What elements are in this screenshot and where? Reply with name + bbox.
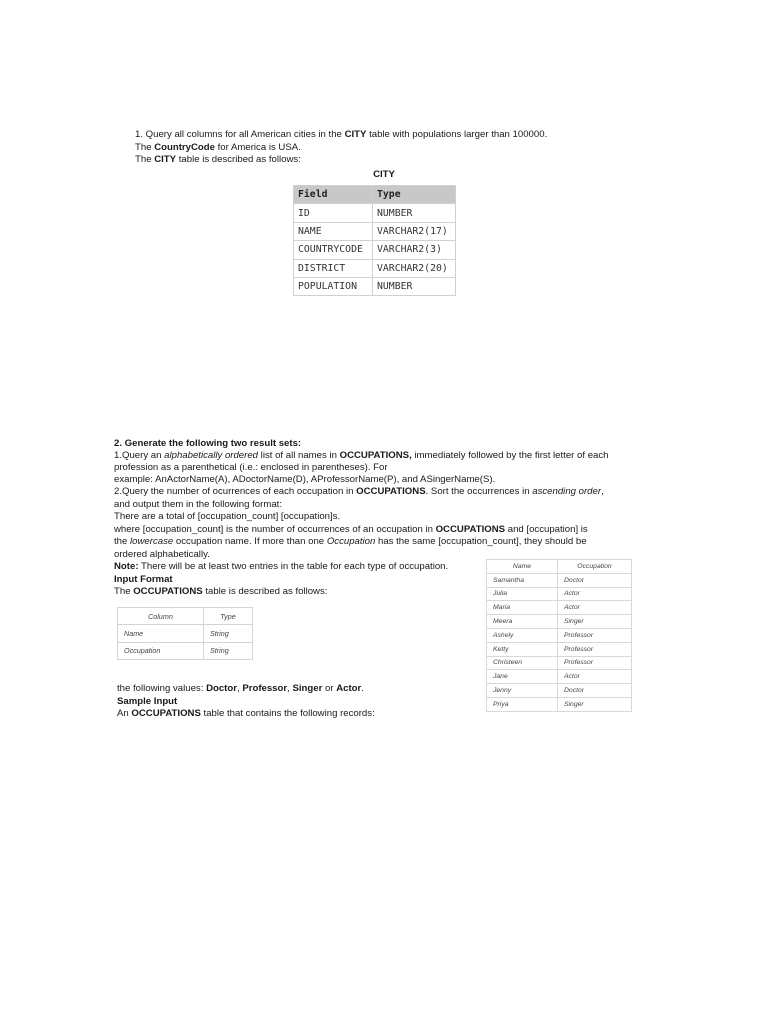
table-header-cell: Name xyxy=(487,560,558,574)
table-row xyxy=(294,204,456,222)
table-cell: ID xyxy=(294,204,373,222)
q2-line-6: There are a total of [occupation_count] [occupation]s. xyxy=(114,511,341,522)
q1-line-3: The CITY table is described as follows: xyxy=(135,154,301,165)
table-row xyxy=(487,628,632,642)
input-format-heading: Input Format xyxy=(114,574,173,585)
table-cell: Singer xyxy=(558,615,632,629)
table-cell: Doctor xyxy=(558,573,632,587)
table-cell: DISTRICT xyxy=(294,259,373,277)
q2-line-8: the lowercase occupation name. If more than one Occupation has the same [occupation_count], they should be xyxy=(114,536,587,547)
table-cell: Ashely xyxy=(487,628,558,642)
table-cell: Samantha xyxy=(487,573,558,587)
table-cell: Professor xyxy=(558,656,632,670)
table-cell: Jane xyxy=(487,670,558,684)
table-header-row xyxy=(294,186,456,204)
q2-line-2: profession as a parenthetical (i.e.: enclosed in parentheses). For xyxy=(114,462,388,473)
table-row xyxy=(118,625,253,642)
table-cell: Occupation xyxy=(118,642,204,659)
q2-line-7: where [occupation_count] is the number of occurrences of an occupation in OCCUPATIONS and [occupation] is xyxy=(114,524,588,535)
table-cell: String xyxy=(204,625,253,642)
table-cell: Singer xyxy=(558,697,632,711)
sample-input-heading: Sample Input xyxy=(117,696,178,707)
table-row xyxy=(294,241,456,259)
table-header-row xyxy=(487,560,632,574)
table-cell: Ketty xyxy=(487,642,558,656)
table-row xyxy=(294,259,456,277)
table-row xyxy=(294,222,456,240)
table-row xyxy=(487,587,632,601)
table-header-cell: Type xyxy=(204,608,253,625)
q2-values-line: the following values: Doctor, Professor, Singer or Actor. xyxy=(117,683,364,694)
table-cell: Professor xyxy=(558,628,632,642)
table-cell: String xyxy=(204,642,253,659)
table-cell: Actor xyxy=(558,670,632,684)
q2-line-3: example: AnActorName(A), ADoctorName(D), AProfessorName(P), and ASingerName(S). xyxy=(114,474,496,485)
table-row xyxy=(487,573,632,587)
q2-note: Note: There will be at least two entries in the table for each type of occupation. xyxy=(114,561,449,572)
q2-heading: 2. Generate the following two result sets: xyxy=(114,438,302,449)
table-cell: Actor xyxy=(558,601,632,615)
city-table xyxy=(293,185,456,296)
q1-line-1: 1. Query all columns for all American cities in the CITY table with populations larger than 100000. xyxy=(135,129,548,140)
table-row xyxy=(487,697,632,711)
table-row xyxy=(487,642,632,656)
table-cell: POPULATION xyxy=(294,277,373,295)
table-header-cell: Type xyxy=(373,186,456,204)
q2-line-15: An OCCUPATIONS table that contains the following records: xyxy=(117,708,375,719)
table-row xyxy=(487,656,632,670)
table-row xyxy=(487,670,632,684)
table-cell: VARCHAR2(20) xyxy=(373,259,456,277)
table-cell: Name xyxy=(118,625,204,642)
table-cell: Julia xyxy=(487,587,558,601)
q2-line-5: and output them in the following format: xyxy=(114,499,282,510)
table-row xyxy=(487,601,632,615)
table-cell: Meera xyxy=(487,615,558,629)
table-cell: VARCHAR2(17) xyxy=(373,222,456,240)
table-cell: Jenny xyxy=(487,684,558,698)
table-cell: Professor xyxy=(558,642,632,656)
q2-line-9: ordered alphabetically. xyxy=(114,549,210,560)
q2-line-1: 1.Query an alphabetically ordered list of all names in OCCUPATIONS, immediately followed by the first letter of each xyxy=(114,450,609,461)
table-cell: Christeen xyxy=(487,656,558,670)
table-header-cell: Field xyxy=(294,186,373,204)
q1-line-2: The CountryCode for America is USA. xyxy=(135,142,301,153)
table-row xyxy=(294,277,456,295)
table-cell: NUMBER xyxy=(373,204,456,222)
table-cell: Doctor xyxy=(558,684,632,698)
table-header-cell: Occupation xyxy=(558,560,632,574)
table-row xyxy=(487,615,632,629)
table-cell: Maria xyxy=(487,601,558,615)
table-row xyxy=(487,684,632,698)
table-row xyxy=(118,642,253,659)
table-cell: Priya xyxy=(487,697,558,711)
city-table-caption: CITY xyxy=(373,169,395,180)
table-cell: NAME xyxy=(294,222,373,240)
table-cell: Actor xyxy=(558,587,632,601)
table-cell: NUMBER xyxy=(373,277,456,295)
table-header-cell: Column xyxy=(118,608,204,625)
table-cell: VARCHAR2(3) xyxy=(373,241,456,259)
table-cell: COUNTRYCODE xyxy=(294,241,373,259)
q2-line-12: The OCCUPATIONS table is described as follows: xyxy=(114,586,328,597)
q2-line-4: 2.Query the number of ocurrences of each occupation in OCCUPATIONS. Sort the occurrences in ascending order, xyxy=(114,486,604,497)
occupations-columns-table xyxy=(117,607,253,660)
occupations-records-table xyxy=(486,559,632,712)
table-header-row xyxy=(118,608,253,625)
